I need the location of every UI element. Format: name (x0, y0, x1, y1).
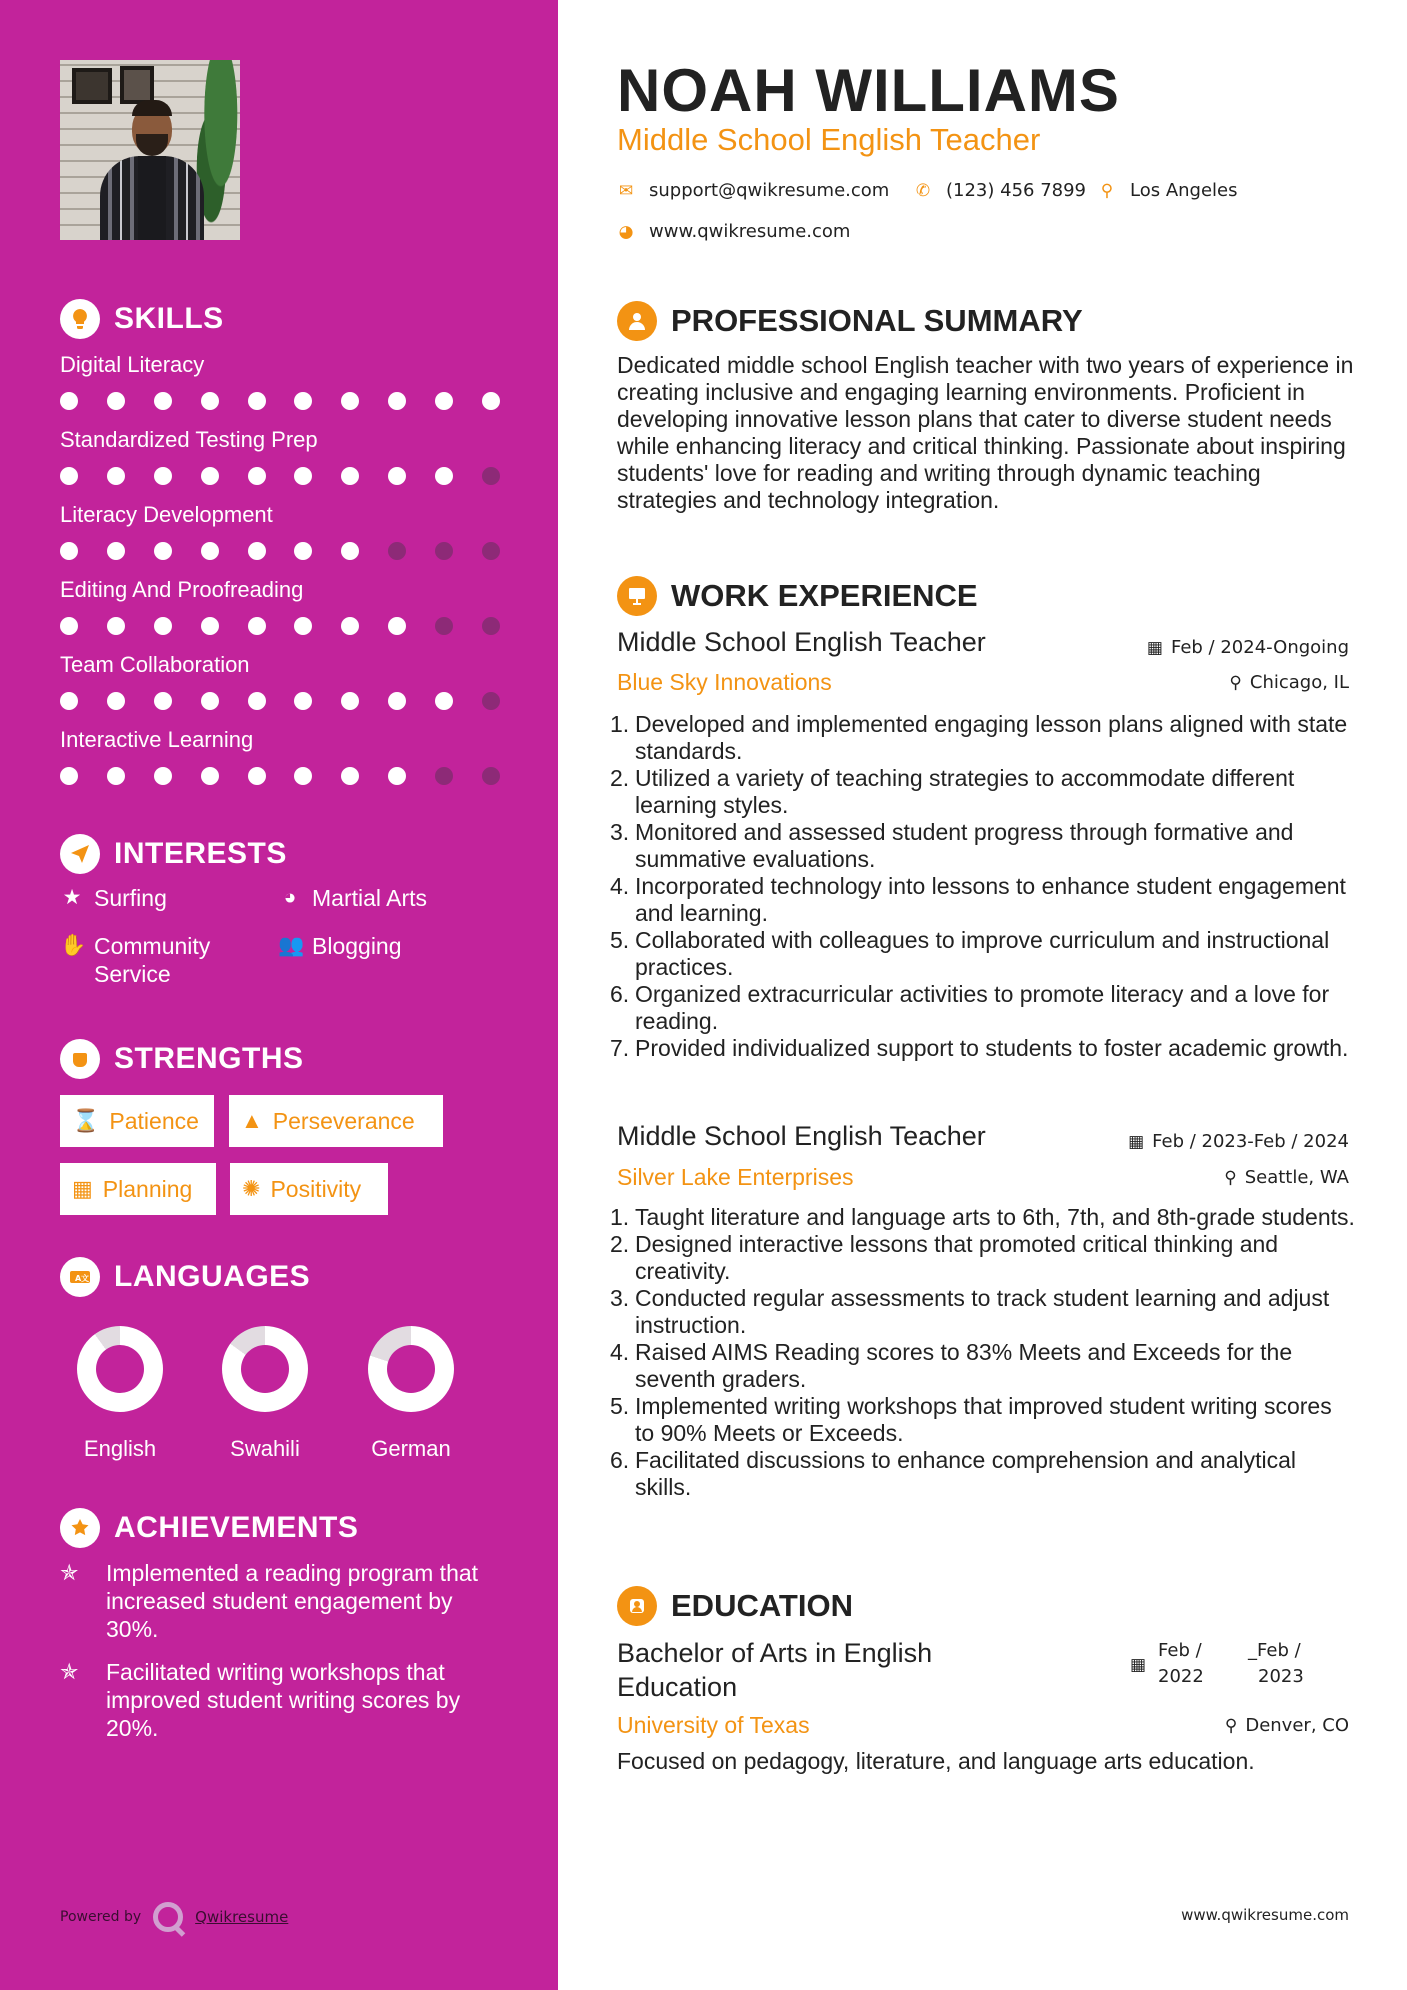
rating-dot (60, 767, 78, 785)
rating-dot (388, 467, 406, 485)
languages-heading (60, 1257, 310, 1297)
summary-text: Dedicated middle school English teacher with two years of experience in creating inclusive and engaging learning environments. Proficient in developing innovative lesson plans that cater to diverse student needs while enhancing literacy and critical thinking. Passionate about inspiring students' love for reading and writing through dynamic teaching strategies and technology integration. (617, 352, 1354, 513)
svg-text:文: 文 (81, 1274, 90, 1283)
language-donut (368, 1326, 454, 1412)
duty-item: Implemented writing workshops that improved student writing scores to 90% Meets or Exceeds. (635, 1393, 1332, 1446)
skill-name: Interactive Learning (60, 727, 254, 752)
experience-heading: WORK EXPERIENCE (617, 576, 978, 616)
rating-dot (201, 542, 219, 560)
job-title: Middle School English Teacher (617, 627, 986, 657)
job-location: ⚲ Seattle, WA (1224, 1167, 1349, 1188)
job-company: Silver Lake Enterprises (617, 1164, 854, 1190)
rating-dot (201, 692, 219, 710)
rating-dot (341, 692, 359, 710)
skill-rating (60, 542, 500, 560)
contact-email[interactable]: ✉ support@qwikresume.com (618, 180, 890, 201)
rating-dot (154, 392, 172, 410)
rating-dot (154, 542, 172, 560)
strength-chip: ▦ Planning (60, 1163, 216, 1215)
duty-item: Collaborated with colleagues to improve curriculum and instructional practices. (635, 927, 1330, 980)
interests-heading (60, 834, 287, 874)
language-german: German (351, 1326, 471, 1462)
skill-rating (60, 767, 500, 785)
education-school: University of Texas (617, 1712, 810, 1738)
envelope-icon: ✉ (618, 180, 634, 201)
hourglass-icon: ⌛ (72, 1108, 100, 1133)
contact-website[interactable]: ◕ www.qwikresume.com (618, 221, 851, 242)
skill-name: Standardized Testing Prep (60, 427, 318, 452)
skill-rating (60, 392, 500, 410)
rating-dot (201, 392, 219, 410)
candidate-name: NOAH WILLIAMS (617, 57, 1120, 124)
qwikresume-link[interactable]: Qwikresume (195, 1908, 289, 1926)
skill-item (60, 352, 500, 410)
rating-dot (107, 692, 125, 710)
interest-item: ◕ Martial Arts (278, 884, 427, 912)
graduate-icon (617, 1586, 657, 1626)
skill-name: Literacy Development (60, 502, 273, 527)
job-location: ⚲ Chicago, IL (1229, 672, 1349, 693)
rating-dot (294, 767, 312, 785)
road-icon: ▲ (241, 1108, 263, 1133)
skill-item (60, 652, 500, 710)
strength-chip: ▲ Perseverance (229, 1095, 443, 1147)
rating-dot (388, 392, 406, 410)
rating-dot (341, 392, 359, 410)
language-swahili: Swahili (205, 1326, 325, 1462)
user-icon (617, 301, 657, 341)
rating-dot (154, 692, 172, 710)
rating-dot (60, 692, 78, 710)
rating-dot (482, 542, 500, 560)
paper-plane-icon (60, 834, 100, 874)
education-degree: Bachelor of Arts in English Education (617, 1638, 933, 1702)
education-end-date: _Feb / 2023 (1248, 1640, 1304, 1687)
rating-dot (107, 392, 125, 410)
rating-dot (248, 692, 266, 710)
language-donut (77, 1326, 163, 1412)
duty-item: Utilized a variety of teaching strategies to accommodate different learning styles. (635, 765, 1295, 818)
calendar-icon: ▦ (1130, 1655, 1147, 1675)
language-donut (222, 1326, 308, 1412)
skill-rating (60, 617, 500, 635)
globe-icon: ◕ (618, 221, 634, 242)
rating-dot (435, 467, 453, 485)
language-english: English (60, 1326, 180, 1462)
duty-item: Facilitated discussions to enhance comprehension and analytical skills. (635, 1447, 1297, 1500)
job-duties (635, 1204, 1357, 1501)
rating-dot (201, 467, 219, 485)
rating-dot (341, 617, 359, 635)
achievements-title: ACHIEVEMENTS (114, 1511, 359, 1544)
rating-dot (154, 767, 172, 785)
rating-dot (248, 767, 266, 785)
calendar-icon: ▦ (1128, 1131, 1145, 1152)
rating-dot (294, 692, 312, 710)
interest-item: ✋ Community Service (60, 933, 211, 987)
globe-icon: ◕ (283, 886, 297, 909)
fist-icon (60, 1039, 100, 1079)
rating-dot (107, 767, 125, 785)
job-company: Blue Sky Innovations (617, 669, 832, 695)
rating-dot (107, 542, 125, 560)
contact-phone[interactable]: ✆ (123) 456 7899 (915, 180, 1087, 201)
rating-dot (435, 617, 453, 635)
rating-dot (294, 617, 312, 635)
rating-dot (482, 467, 500, 485)
pushpin-icon: ⚲ (1224, 1715, 1238, 1736)
map-pin-icon: ⚲ (1100, 180, 1114, 201)
rating-dot (341, 767, 359, 785)
duty-item: Incorporated technology into lessons to enhance student engagement and learning. (635, 873, 1346, 926)
trophy-star-icon (60, 1508, 100, 1548)
rating-dot (154, 617, 172, 635)
qwikresume-logo-icon (153, 1902, 183, 1932)
rating-dot (201, 767, 219, 785)
powered-by: Powered by Qwikresume (60, 1902, 288, 1932)
rating-dot (482, 767, 500, 785)
interest-item: ★ Surfing (60, 884, 167, 912)
skill-rating (60, 692, 500, 710)
skill-name: Digital Literacy (60, 352, 205, 377)
rating-dot (60, 617, 78, 635)
rating-dot (248, 542, 266, 560)
pushpin-icon: ⚲ (1229, 672, 1242, 693)
rating-dot (341, 467, 359, 485)
rating-dot (107, 467, 125, 485)
calendar-icon: ▦ (1146, 637, 1163, 658)
rating-dot (388, 767, 406, 785)
duty-item: Taught literature and language arts to 6th, 7th, and 8th-grade students. (635, 1204, 1355, 1230)
rating-dot (482, 617, 500, 635)
skill-rating (60, 467, 500, 485)
strength-chip: ⌛ Patience (60, 1095, 214, 1147)
duty-item: Conducted regular assessments to track student learning and adjust instruction. (635, 1285, 1330, 1338)
job-duties (635, 711, 1357, 1062)
rating-dot (60, 392, 78, 410)
rating-dot (341, 542, 359, 560)
calendar-icon: ▦ (72, 1176, 93, 1201)
skill-item (60, 577, 500, 635)
duty-item: Designed interactive lessons that promoted critical thinking and creativity. (635, 1231, 1279, 1284)
rating-dot (482, 692, 500, 710)
job-date: ▦ Feb / 2023-Feb / 2024 (1128, 1131, 1349, 1152)
education-start-date: ▦ Feb / 2022 (1130, 1640, 1204, 1687)
shooting-star-icon: ✯ (60, 1659, 79, 1684)
rating-dot (482, 392, 500, 410)
rating-dot (294, 392, 312, 410)
phone-icon: ✆ (915, 180, 931, 201)
strengths-title: STRENGTHS (114, 1042, 304, 1075)
rating-dot (248, 617, 266, 635)
duty-item: Monitored and assessed student progress through formative and summative evaluations. (635, 819, 1294, 872)
strengths-heading (60, 1039, 304, 1079)
duty-item: Developed and implemented engaging lesson plans aligned with state standards. (635, 711, 1348, 764)
rating-dot (435, 542, 453, 560)
rating-dot (248, 392, 266, 410)
duty-item: Provided individualized support to students to foster academic growth. (635, 1035, 1349, 1061)
skill-item (60, 727, 500, 785)
lightbulb-icon (60, 299, 100, 339)
interests-title: INTERESTS (114, 837, 287, 870)
rating-dot (388, 617, 406, 635)
strength-chip: ✺ Positivity (230, 1163, 388, 1215)
skills-heading (60, 299, 224, 339)
users-icon: 👥 (278, 934, 305, 957)
summary-heading: PROFESSIONAL SUMMARY (617, 301, 1083, 341)
rating-dot (154, 467, 172, 485)
profile-photo (60, 60, 240, 240)
skill-name: Team Collaboration (60, 652, 250, 677)
skills-title: SKILLS (114, 302, 224, 335)
skill-name: Editing And Proofreading (60, 577, 304, 602)
rating-dot (107, 617, 125, 635)
contact-location: ⚲ Los Angeles (1098, 180, 1238, 201)
rating-dot (248, 467, 266, 485)
spinner-icon: ✺ (242, 1176, 261, 1201)
shooting-star-icon: ✯ (60, 1560, 79, 1585)
achievement-item: ✯ Implemented a reading program that increased student engagement by 30%. (60, 1560, 479, 1642)
achievement-item: ✯ Facilitated writing workshops that improved student writing scores by 20%. (60, 1659, 461, 1741)
rating-dot (60, 542, 78, 560)
languages-title: LANGUAGES (114, 1260, 311, 1293)
rating-dot (294, 542, 312, 560)
duty-item: Raised AIMS Reading scores to 83% Meets and Exceeds for the seventh graders. (635, 1339, 1293, 1392)
skill-item (60, 502, 500, 560)
sidebar (0, 0, 558, 1990)
rating-dot (388, 542, 406, 560)
language-icon (60, 1257, 100, 1297)
hand-icon: ✋ (60, 934, 87, 957)
education-description: Focused on pedagogy, literature, and language arts education. (617, 1748, 1255, 1774)
rating-dot (435, 767, 453, 785)
pushpin-icon: ⚲ (1224, 1167, 1237, 1188)
skill-item (60, 427, 500, 485)
rating-dot (435, 692, 453, 710)
candidate-title: Middle School English Teacher (617, 122, 1041, 157)
rating-dot (201, 617, 219, 635)
job-title: Middle School English Teacher (617, 1121, 986, 1151)
education-location: ⚲ Denver, CO (1224, 1715, 1349, 1736)
interest-item: 👥 Blogging (278, 933, 402, 959)
star-icon: ★ (62, 886, 82, 909)
achievements-heading (60, 1508, 358, 1548)
rating-dot (60, 467, 78, 485)
presentation-icon (617, 576, 657, 616)
education-heading: EDUCATION (617, 1586, 853, 1626)
rating-dot (294, 467, 312, 485)
rating-dot (388, 692, 406, 710)
rating-dot (435, 392, 453, 410)
duty-item: Organized extracurricular activities to promote literacy and a love for reading. (635, 981, 1330, 1034)
footer-website[interactable]: www.qwikresume.com (1181, 1906, 1349, 1924)
job-date: ▦ Feb / 2024-Ongoing (1146, 637, 1349, 658)
svg-text:A: A (75, 1274, 82, 1283)
